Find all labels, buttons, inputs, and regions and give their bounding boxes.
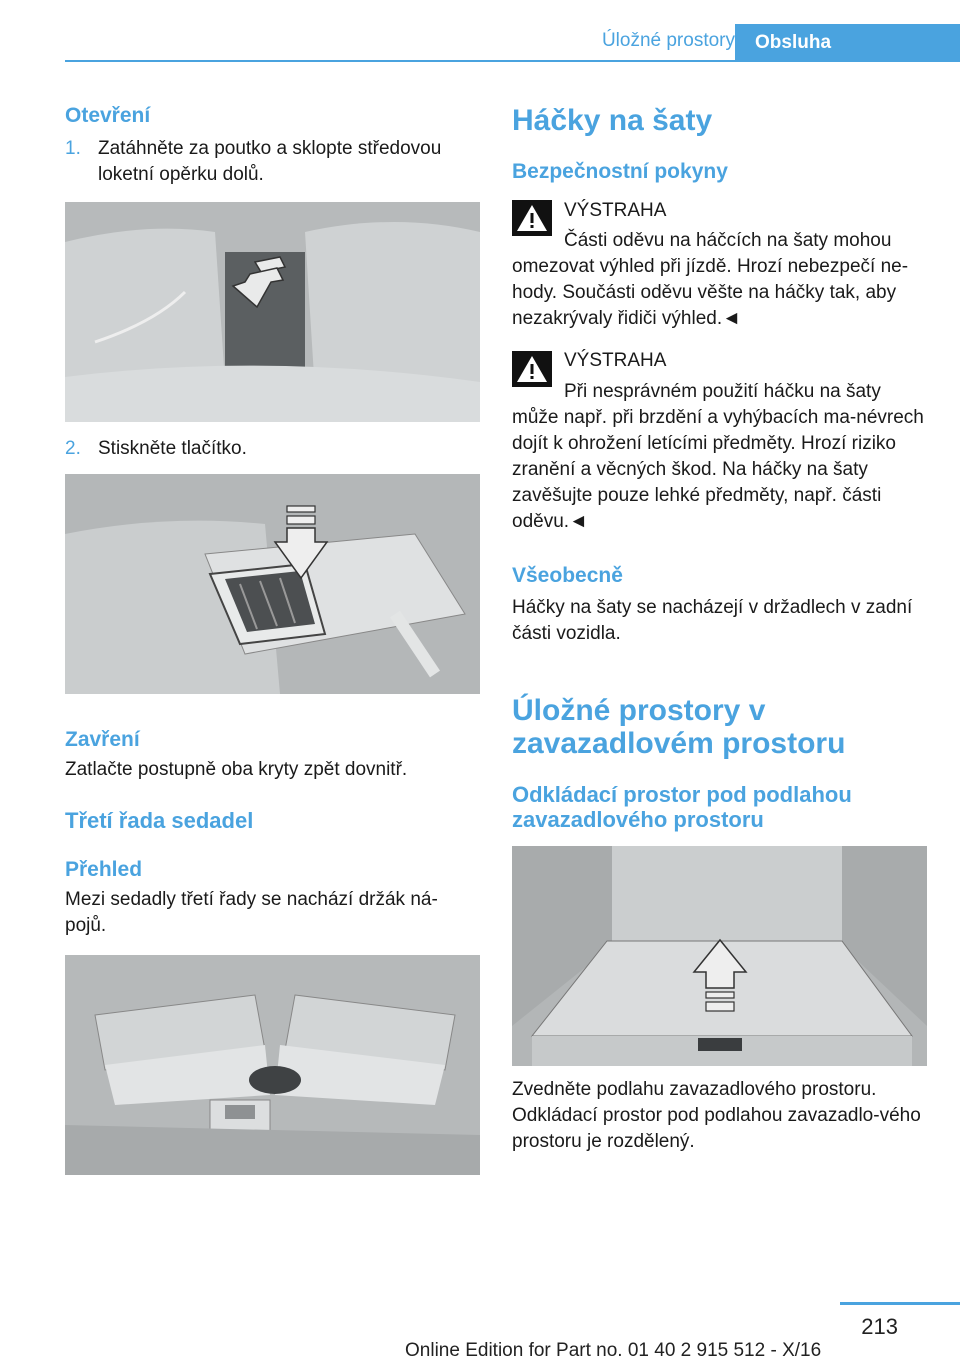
third-row-heading: Třetí řada sedadel bbox=[65, 808, 254, 833]
underfloor-heading: Odkládací prostor pod podlahou zavazadlového prostoru bbox=[512, 782, 852, 832]
overview-heading: Přehled bbox=[65, 858, 143, 881]
step-1-text: Zatáhněte za poutko a sklopte středovou loketní opěrku dolů. bbox=[98, 138, 442, 185]
storage-heading: Úložné prostory v zavazadlovém prostoru bbox=[512, 694, 846, 760]
figure-luggage-floor bbox=[512, 846, 927, 1066]
warning-1-text: Části oděvu na háčcích na šaty mohou omezovat výhled při jízdě. Hrozí nebezpečí ne-hody. Součásti oděvu věšte na háčky tak, aby nezakrývaly řidiči výhled.◄ bbox=[512, 230, 909, 329]
general-heading: Všeobecně bbox=[512, 564, 623, 587]
header-rule bbox=[65, 60, 960, 62]
general-text: Háčky na šaty se nacházejí v držadlech v zadní části vozidla. bbox=[512, 597, 913, 644]
running-header-section: Úložné prostory bbox=[601, 30, 735, 51]
warning-2-text: Při nesprávném použití háčku na šaty může např. při brzdění a vyhýbacích ma-névrech dojít k ohrožení letícími předměty. Hrozí riziko zranění a věcných škod. Na háčky na šaty zavěšujte pouze lehké předměty, např. části oděvu.◄ bbox=[512, 381, 924, 532]
safety-heading: Bezpečnostní pokyny bbox=[512, 160, 728, 183]
underfloor-text: Zvedněte podlahu zavazadlového prostoru. Odkládací prostor pod podlahou zavazadlo-vého prostoru je rozdělený. bbox=[512, 1079, 921, 1152]
step-1-number: 1. bbox=[65, 138, 81, 159]
online-edition-note: Online Edition for Part no. 01 40 2 915 512 - X/16 bbox=[405, 1340, 822, 1361]
open-heading: Otevření bbox=[65, 104, 151, 127]
seat-armrest-illustration bbox=[65, 202, 480, 422]
page-number: 213 bbox=[861, 1314, 898, 1339]
hooks-heading: Háčky na šaty bbox=[512, 104, 713, 137]
figure-armrest-button bbox=[65, 474, 480, 694]
step-2 bbox=[65, 436, 480, 462]
figure-third-row-cupholder bbox=[65, 955, 480, 1175]
cupholder-illustration bbox=[65, 955, 480, 1175]
overview-text: Mezi sedadly třetí řady se nachází držák ná-pojů. bbox=[65, 889, 438, 936]
figure-rear-seat-armrest bbox=[65, 202, 480, 422]
luggage-floor-illustration bbox=[512, 846, 927, 1066]
step-1 bbox=[65, 136, 480, 188]
step-2-text: Stiskněte tlačítko. bbox=[98, 438, 247, 459]
running-header-tab: Obsluha bbox=[735, 24, 960, 62]
close-heading: Zavření bbox=[65, 728, 140, 751]
warning-1-label: VÝSTRAHA bbox=[564, 200, 667, 221]
footer-rule bbox=[840, 1302, 960, 1305]
armrest-button-illustration bbox=[65, 474, 480, 694]
warning-2-label: VÝSTRAHA bbox=[564, 350, 667, 371]
close-text: Zatlačte postupně oba kryty zpět dovnitř. bbox=[65, 759, 408, 780]
step-2-number: 2. bbox=[65, 438, 81, 459]
